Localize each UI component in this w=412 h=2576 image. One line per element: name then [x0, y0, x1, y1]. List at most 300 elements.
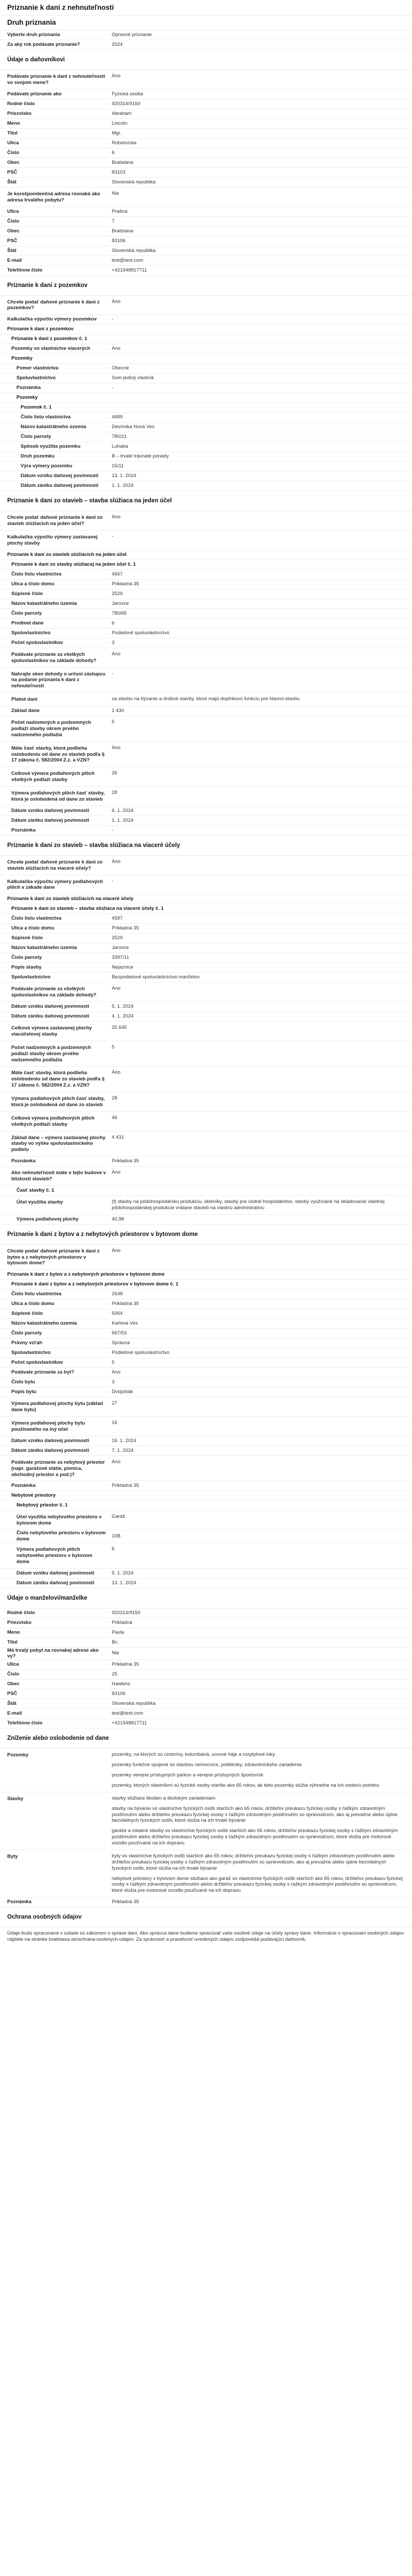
- summary-row: [0, 1368, 412, 1378]
- summary-row: [0, 1022, 412, 1041]
- summary-row: [0, 924, 412, 934]
- summary-row: [0, 1511, 412, 1530]
- summary-row: [0, 1709, 412, 1719]
- row-label: Popis bytu: [11, 1389, 37, 1395]
- row-label: E-mail: [7, 257, 22, 263]
- row-value: Správca: [112, 1340, 130, 1346]
- row-value: Devínska Nová Ves: [112, 424, 154, 430]
- section-title-daniovnik: Údaje o daňovníkovi: [0, 50, 412, 70]
- row-value: 13. 1. 2024: [112, 473, 136, 479]
- row-value: za stavbu na bývanie a drobné stavby, ktoré majú doplnkovú funkciu pre hlavnú stavbu: [112, 696, 300, 702]
- summary-row: [0, 217, 412, 227]
- group-heading: Priznanie k dani zo stavieb slúžiacich na viaceré účely: [0, 894, 412, 904]
- row-label: Je korešpondenčná adresa rovnaká ako adresa trvalého pobytu?: [7, 191, 100, 203]
- group-heading: Priznanie k dani z bytov a z nebytových priestorov v bytovom dome: [0, 1270, 412, 1280]
- row-label: Dátum vzniku daňovej povinnosti: [11, 1004, 89, 1010]
- summary-row: [0, 1719, 412, 1728]
- row-value: 6: [112, 1546, 115, 1552]
- row-value: 2529: [112, 590, 123, 597]
- summary-row: [0, 227, 412, 236]
- row-value: Prikladná 35: [112, 1899, 139, 1905]
- summary-row: [0, 1041, 412, 1067]
- row-label: Podávate priznanie za všetkých spoluvlastníkov na základe dohody?: [11, 651, 97, 664]
- row-label: Obec: [7, 1681, 20, 1687]
- row-value: Áno: [112, 1247, 121, 1253]
- row-value: Robotnícka: [112, 140, 137, 146]
- summary-row: [0, 1608, 412, 1618]
- row-value: 4 431: [112, 1134, 124, 1140]
- summary-row: [0, 629, 412, 638]
- row-value: 28: [112, 1095, 117, 1101]
- summary-row: [0, 806, 412, 816]
- summary-row: [0, 706, 412, 716]
- summary-row: [0, 1569, 412, 1579]
- row-value: Som jediný vlastník: [112, 375, 154, 381]
- summary-row: [0, 619, 412, 629]
- row-label: Výmera podlahových plôch časť stavby, ktorá je oslobodená od dane zo stavieb: [11, 790, 105, 802]
- row-value: Prikladná 35: [112, 1662, 139, 1668]
- row-label: Podávate priznanie za byt?: [11, 1369, 74, 1376]
- row-value: Áno: [112, 346, 121, 352]
- row-label: Štát: [7, 1701, 16, 1707]
- summary-row: [0, 1196, 412, 1215]
- row-label: Stavby: [7, 1795, 24, 1802]
- row-label: Ako nehnuteľnosti máte v tejto budove v blízkosti stavieb?: [11, 1170, 106, 1182]
- exemption-paragraph: pozemky, ktorých vlastníkmi sú fyzické osoby staršie ako 65 rokov, ak tieto pozemky slúžia výhradne na ich osobnú potrebu: [112, 1782, 380, 1788]
- summary-row: [0, 934, 412, 943]
- row-label: Dátum vzniku daňovej povinnosti: [16, 1570, 94, 1576]
- row-value: 2529: [112, 935, 123, 941]
- section-title-znizenie: Zníženie alebo oslobodenie od dane: [0, 1728, 412, 1749]
- row-label: Meno: [7, 1629, 20, 1635]
- row-value: Nejaznice: [112, 964, 133, 971]
- summary-row: [0, 963, 412, 973]
- row-label: Obec: [7, 159, 20, 165]
- summary-row: [0, 982, 412, 1002]
- row-label: Názov katastrálneho územia: [11, 1320, 77, 1327]
- row-label: Číslo nebytového priestoru v bytovom dome: [16, 1530, 106, 1542]
- row-value: -: [112, 827, 114, 833]
- group-heading: Priznanie k dani zo stavieb slúžiacich na jeden účel: [0, 550, 412, 560]
- summary-row: [0, 148, 412, 158]
- row-label: Podávate priznanie k dani z nehnuteľností vo svojom mene?: [7, 74, 105, 86]
- row-label: Výmera podlahovej plochy bytu používaného na iný účel: [11, 1420, 85, 1432]
- row-value: 27: [112, 1400, 117, 1406]
- row-value: 920314/9150: [112, 100, 141, 107]
- summary-row: [0, 422, 412, 432]
- row-value: 667/53: [112, 1330, 127, 1336]
- row-value: Nie: [112, 190, 119, 196]
- row-value: Bezpodielové spoluvlastníctvo manželov: [112, 974, 200, 980]
- row-label: Podávate priznanie ako: [7, 91, 62, 97]
- summary-row: [0, 207, 412, 217]
- row-label: Číslo listu vlastníctva: [11, 1291, 62, 1297]
- summary-row: [0, 462, 412, 471]
- row-label: Spoluvlastníctvo: [16, 375, 56, 381]
- row-label: Číslo: [7, 149, 20, 156]
- summary-row: [0, 139, 412, 148]
- page-title: Priznanie k dani z nehnuteľností: [0, 0, 412, 15]
- row-label: Telefónne číslo: [7, 1720, 43, 1726]
- summary-row: [0, 30, 412, 40]
- summary-row: [0, 383, 412, 393]
- row-label: PSČ: [7, 169, 18, 175]
- row-value: 83106: [112, 1691, 126, 1697]
- section-title-byty: Priznanie k dani z bytov a z nebytových priestorov v bytovom dome: [0, 1225, 412, 1245]
- row-label: PSČ: [7, 238, 18, 244]
- row-value: Nie: [112, 1650, 119, 1656]
- row-label: Právny vzťah: [11, 1340, 42, 1346]
- row-label: Ulica a číslo domu: [11, 1301, 55, 1307]
- row-label: Číslo parcely: [11, 610, 42, 616]
- row-value: (f) stavby na pôdohospodársku produkciu, skleníky, stavby pre vodné hospodárstvo, stavby využívané na skladovanie vlastnej pôdohospodárskej produkcie vrátane stavieb na vlastnú administratívu: [112, 1198, 385, 1211]
- row-label: Celková výmera zastavanej plochy viacúčelovej stavby: [11, 1025, 92, 1037]
- summary-row: [0, 638, 412, 648]
- row-value: Prašná: [112, 208, 128, 214]
- row-label: Priezvisko: [7, 110, 31, 116]
- row-label: Výmera podlahových plôch nebytového priestoru v bytovom dome: [16, 1546, 93, 1565]
- section-title-druh: Druh priznania: [0, 15, 412, 30]
- group-subheading: Nebytové priestory: [0, 1491, 412, 1501]
- row-value: Jarovce: [112, 945, 129, 951]
- row-value: Fyzická osoba: [112, 91, 143, 97]
- row-label: Vyberte druh priznania: [7, 32, 60, 38]
- summary-row: [0, 1131, 412, 1157]
- row-label: Titul: [7, 1639, 18, 1645]
- row-value: 15/11: [112, 463, 124, 469]
- exemption-paragraph: byty vo vlastníctve fyzických osôb starších ako 65 rokov, držiteľov preukazu fyzickej osoby s ťažkým zdravotným postihnutím alebo držiteľov preukazu fyzickej osoby s ťažkým zdravotným postihnutím so sprievodcom, ako aj prevažne alebo úplne bezvládnych fyzických osôb, ktoré slúžia na ich trvalé bývanie: [112, 1853, 395, 1871]
- row-value: -: [112, 670, 114, 676]
- row-label: Byty: [7, 1853, 18, 1859]
- row-value: 83106: [112, 238, 126, 244]
- row-value: 28: [112, 790, 117, 795]
- summary-row: [0, 1579, 412, 1588]
- summary-row: [0, 531, 412, 550]
- summary-row: [0, 1329, 412, 1338]
- summary-row: [0, 1002, 412, 1012]
- row-value: [112, 1853, 412, 1894]
- summary-row: [0, 1215, 412, 1225]
- row-label: E-mail: [7, 1710, 22, 1717]
- summary-row: [0, 1670, 412, 1680]
- row-value: Opravné priznanie: [112, 32, 152, 38]
- row-label: Súpisné číslo: [11, 590, 43, 597]
- row-value: Áno: [112, 1459, 121, 1465]
- summary-row: [0, 1166, 412, 1186]
- row-label: Dátum zániku daňovej povinnosti: [11, 1447, 89, 1453]
- summary-row: [0, 1897, 412, 1907]
- row-value: Áno: [112, 1070, 121, 1076]
- row-label: Dátum vzniku daňovej povinnosti: [21, 473, 98, 479]
- summary-row: [0, 1648, 412, 1660]
- row-value: 3397/11: [112, 955, 129, 961]
- row-value: 6. 1. 2024: [112, 807, 134, 814]
- group-subheading: Pozemky: [0, 354, 412, 364]
- row-value: -: [112, 878, 114, 884]
- row-value: Mgr.: [112, 130, 122, 136]
- summary-row: [0, 364, 412, 374]
- row-value: 16: [112, 1420, 117, 1426]
- summary-row: [0, 1689, 412, 1699]
- summary-row: [0, 119, 412, 129]
- row-label: Počet nadzemných a podzemných podlaží stavby okrem prvého nadzemného podlažia: [11, 1044, 91, 1063]
- summary-row: [0, 442, 412, 452]
- group-subheading: Nebytový priestor č. 1: [0, 1501, 412, 1511]
- group-subheading: Priznanie k dani zo stavieb – stavba slúžiaca na viaceré účely č. 1: [0, 904, 412, 914]
- summary-row: [0, 344, 412, 354]
- exemption-paragraph: pozemky funkčne spojené so stavbou nemocnice, polikliniky, zdravotníckeho zariadenia: [112, 1762, 302, 1768]
- row-value: 3: [112, 639, 115, 646]
- summary-row: [0, 70, 412, 90]
- row-label: Štát: [7, 247, 16, 253]
- summary-row: [0, 1319, 412, 1329]
- summary-row: [0, 648, 412, 668]
- group-subheading: Pozemky: [0, 393, 412, 403]
- summary-row: [0, 1481, 412, 1491]
- row-label: Základ dane: [11, 708, 40, 714]
- row-value: 1. 1. 2024: [112, 817, 134, 823]
- row-label: Číslo bytu: [11, 1379, 35, 1385]
- summary-row: [0, 1245, 412, 1270]
- summary-row: [0, 236, 412, 246]
- row-label: Počet nadzemných a podzemných podlaží stavby okrem prvého nadzemného podlažia: [11, 720, 91, 738]
- row-value: Garáž: [112, 1514, 125, 1520]
- row-label: Počet spoluvlastníkov: [11, 1360, 63, 1366]
- row-label: Poznámka: [11, 827, 36, 833]
- row-label: Dátum vzniku daňovej povinnosti: [11, 807, 89, 814]
- row-label: Rodné číslo: [7, 100, 35, 107]
- row-label: Obec: [7, 228, 20, 234]
- summary-row: [0, 1066, 412, 1092]
- row-label: Výra výmery pozemku: [21, 463, 73, 469]
- row-value: 10B: [112, 1533, 121, 1539]
- summary-row: [0, 1012, 412, 1022]
- row-label: Rodné číslo: [7, 1609, 35, 1616]
- summary-row: [0, 1680, 412, 1689]
- row-value: Áno: [112, 744, 121, 751]
- row-label: Poznámka: [11, 1158, 36, 1164]
- row-value: Podielové spoluvlastníctvo: [112, 630, 169, 636]
- row-value: 7: [112, 218, 115, 224]
- row-value: 1 430: [112, 708, 124, 714]
- summary-row: [0, 481, 412, 491]
- row-label: Číslo parcely: [21, 434, 52, 440]
- row-label: Titul: [7, 130, 18, 136]
- row-label: Súpisné číslo: [11, 1311, 43, 1317]
- summary-row: [0, 742, 412, 768]
- row-label: Názov katastrálneho územia: [21, 424, 87, 430]
- row-value: Áno: [112, 1170, 121, 1176]
- row-label: Popis stavby: [11, 964, 42, 971]
- row-label: Ulica: [7, 208, 19, 214]
- summary-row: [0, 109, 412, 119]
- row-label: Pomer vlastníctva: [16, 365, 59, 371]
- row-value: 6: [112, 149, 115, 156]
- row-label: Chcete podať daňové priznanie k dani z pozemkov?: [7, 299, 100, 311]
- summary-row: [0, 315, 412, 325]
- row-label: Výmera podlahovej plochy: [16, 1216, 79, 1222]
- row-value: 1. 1. 2024: [112, 483, 134, 489]
- summary-row: [0, 296, 412, 315]
- summary-row: [0, 1157, 412, 1166]
- row-label: Číslo listu vlastníctva: [11, 571, 62, 577]
- row-label: Kalkulačka výpočtu výmery podlahových plôch v zákade dane: [7, 878, 103, 891]
- section-title-pozemky: Priznanie k dani z pozemkov: [0, 276, 412, 296]
- summary-row: [0, 826, 412, 836]
- row-value: 40,98: [112, 1216, 124, 1222]
- summary-row: [0, 1397, 412, 1417]
- row-value: 26: [112, 770, 117, 776]
- row-label: Pozemky: [7, 1752, 29, 1758]
- row-value: Áno: [112, 298, 121, 304]
- summary-row: [0, 188, 412, 207]
- row-label: Názov katastrálneho územia: [11, 600, 77, 606]
- row-label: Ulica: [7, 140, 19, 146]
- row-label: Podávate priznanie za všetkých spoluvlastníkov na základe dohody?: [11, 986, 97, 998]
- summary-row: [0, 1348, 412, 1358]
- row-label: Číslo parcely: [11, 955, 42, 961]
- row-value: Bratislava: [112, 228, 133, 234]
- row-label: PSČ: [7, 1691, 18, 1697]
- row-value: Slovenská republika: [112, 179, 156, 185]
- row-label: Dátum vzniku daňovej povinnosti: [11, 1437, 89, 1444]
- row-label: Základ dane – výmera zastavanej plochy stavby vo výške spoluvlastníckeho podielu: [11, 1134, 106, 1153]
- row-label: Poznámka: [7, 1899, 31, 1905]
- row-label: Máte časť stavby, ktorá podlieha oslobodeniu od dane zo stavieb podľa § 17 zákona č. 582/2004 Z.z. a VZN?: [11, 1070, 105, 1089]
- section-title-manzel: Údaje o manželovi/manželke: [0, 1588, 412, 1608]
- row-value: 5: [112, 1360, 115, 1366]
- summary-row: [0, 1628, 412, 1638]
- section-title-ochrana: Ochrana osobných údajov: [0, 1907, 412, 1927]
- row-value: Áno: [112, 986, 121, 992]
- row-label: Nahrajte sken dohody o určení zástupcu na podanie priznania k dani z nehnuteľností: [11, 671, 106, 689]
- row-label: Za aký rok podávate priznanie?: [7, 42, 80, 48]
- summary-row: [0, 452, 412, 462]
- row-value: b: [112, 620, 115, 626]
- row-label: Druh pozemku: [21, 453, 55, 460]
- row-value: 7. 1. 2024: [112, 1447, 134, 1453]
- summary-row: [0, 90, 412, 99]
- row-value: Jarovce: [112, 600, 129, 606]
- summary-row: [0, 1618, 412, 1628]
- row-label: Účel využitia stavby: [16, 1199, 63, 1205]
- summary-row: [0, 570, 412, 580]
- row-value: 4689: [112, 414, 123, 420]
- row-value: Prikladná: [112, 1619, 132, 1625]
- row-value: 5. 1. 2024: [112, 1570, 134, 1576]
- summary-row: [0, 1749, 412, 1792]
- row-value: 3: [112, 1379, 115, 1385]
- row-value: Pavla: [112, 1629, 124, 1635]
- summary-row: [0, 256, 412, 266]
- row-value: Obecné: [112, 365, 129, 371]
- row-label: Chcete podať daňové priznanie k dani zo stavieb slúžiacich na jeden účel?: [7, 515, 103, 527]
- row-value: 4. 1. 2024: [112, 1013, 134, 1020]
- row-label: Spôsob využitia pozemku: [21, 444, 81, 450]
- row-value: Hawkins: [112, 1681, 130, 1687]
- summary-row: [0, 1358, 412, 1368]
- summary-row: [0, 1112, 412, 1131]
- row-value: Slovenská republika: [112, 1701, 156, 1707]
- row-value: 2648: [112, 1291, 123, 1297]
- row-label: Číslo parcely: [11, 1330, 42, 1336]
- row-value: test@test.com: [112, 257, 143, 263]
- summary-row: [0, 856, 412, 875]
- row-label: Spoluvlastníctvo: [11, 1350, 51, 1356]
- summary-row: [0, 1092, 412, 1112]
- row-value: 83103: [112, 169, 126, 175]
- summary-row: [0, 1436, 412, 1446]
- row-value: Luhaba: [112, 444, 128, 450]
- summary-row: [0, 129, 412, 139]
- row-value: test@test.com: [112, 1710, 143, 1717]
- row-label: Celková výmera podlahových plôch všetkých podlaží stavby: [11, 1115, 95, 1127]
- row-label: Štát: [7, 179, 16, 185]
- summary-row: [0, 1660, 412, 1670]
- row-label: Máte časť stavby, ktorá podlieha oslobodeniu od dane zo stavieb podľa § 17 zákona č. 582/2004 Z.z. a VZN?: [11, 745, 105, 764]
- row-value: Bratislava: [112, 159, 133, 165]
- row-label: Výmera podlahovej plochy bytu (základ dane bytu): [11, 1401, 103, 1413]
- row-label: Predmet dane: [11, 620, 44, 626]
- summary-row: [0, 374, 412, 383]
- row-value: 46: [112, 1114, 117, 1121]
- exemption-paragraph: pozemky verejne prístupných parkov a verejne prístupných športovísk: [112, 1772, 264, 1778]
- row-value: Slovenská republika: [112, 247, 156, 253]
- summary-row: [0, 246, 412, 256]
- summary-row: [0, 973, 412, 982]
- row-label: Číslo: [7, 218, 20, 224]
- group-heading: Priznanie k dani z pozemkov: [0, 325, 412, 334]
- exemption-paragraph: stavby slúžiace školám a školským zariadeniam: [112, 1795, 216, 1801]
- row-value: 5: [112, 1044, 115, 1050]
- row-label: Dátum zániku daňovej povinnosti: [21, 483, 98, 489]
- row-label: Kalkulačka výpočtu výmery pozemkov: [7, 316, 97, 323]
- row-value: B – trvalé trávnaté porasty: [112, 453, 169, 460]
- row-value: Prikladná 35: [112, 581, 139, 587]
- summary-row: [0, 787, 412, 806]
- row-value: 5: [112, 719, 115, 725]
- summary-row: [0, 716, 412, 742]
- row-value: Áno: [112, 73, 121, 79]
- row-value: Áno: [112, 514, 121, 520]
- section-title-stavby-viacere-ucely: Priznanie k dani zo stavieb – stavba slúžiaca na viaceré účely: [0, 836, 412, 856]
- row-value: Prikladná 35: [112, 1158, 139, 1164]
- summary-row: [0, 875, 412, 895]
- summary-row: [0, 413, 412, 422]
- row-label: Dátum zániku daňovej povinnosti: [11, 1013, 89, 1020]
- summary-row: [0, 158, 412, 168]
- row-label: Číslo listu vlastníctva: [11, 916, 62, 922]
- exemption-paragraph: nebytové priestory v bytovom dome slúžiace ako garáž vo vlastníctve fyzických osôb starších ako 65 rokov, držiteľov preukazu fyzickej osoby s ťažkým zdravotným postihnutím alebo držiteľov preukazu fyzickej osoby s ťažkým zdravotným postihnutím so sprievodcom, ktoré slúžia pre motorové vozidlo používané na ich dopravu: [112, 1875, 403, 1894]
- summary-row: [0, 1378, 412, 1387]
- summary-row: [0, 693, 412, 706]
- row-label: Chcete podať daňové priznanie k dani z bytov a z nebytových priestorov v bytovom dome?: [7, 1248, 100, 1266]
- summary-row: [0, 1446, 412, 1456]
- summary-row: [0, 943, 412, 953]
- row-value: 780/21: [112, 434, 127, 440]
- summary-row: [0, 1417, 412, 1436]
- row-label: Chcete podať daňové priznanie k dani zo stavieb slúžiacich na viaceré účely?: [7, 859, 103, 871]
- row-label: Číslo: [7, 1671, 20, 1677]
- summary-row: [0, 1699, 412, 1709]
- row-label: Súpisné číslo: [11, 935, 43, 941]
- row-value: -: [112, 385, 114, 391]
- row-label: Má trvalý pobyt na rovnakej adrese ako vy?: [7, 1647, 99, 1659]
- summary-row: [0, 914, 412, 924]
- row-label: Dátum zániku daňovej povinnosti: [16, 1580, 94, 1586]
- summary-row: [0, 767, 412, 787]
- row-label: Podávate priznanie za nebytový priestor (napr. garážové státie, pivnica, obchodný priestor a pod.)?: [11, 1459, 105, 1478]
